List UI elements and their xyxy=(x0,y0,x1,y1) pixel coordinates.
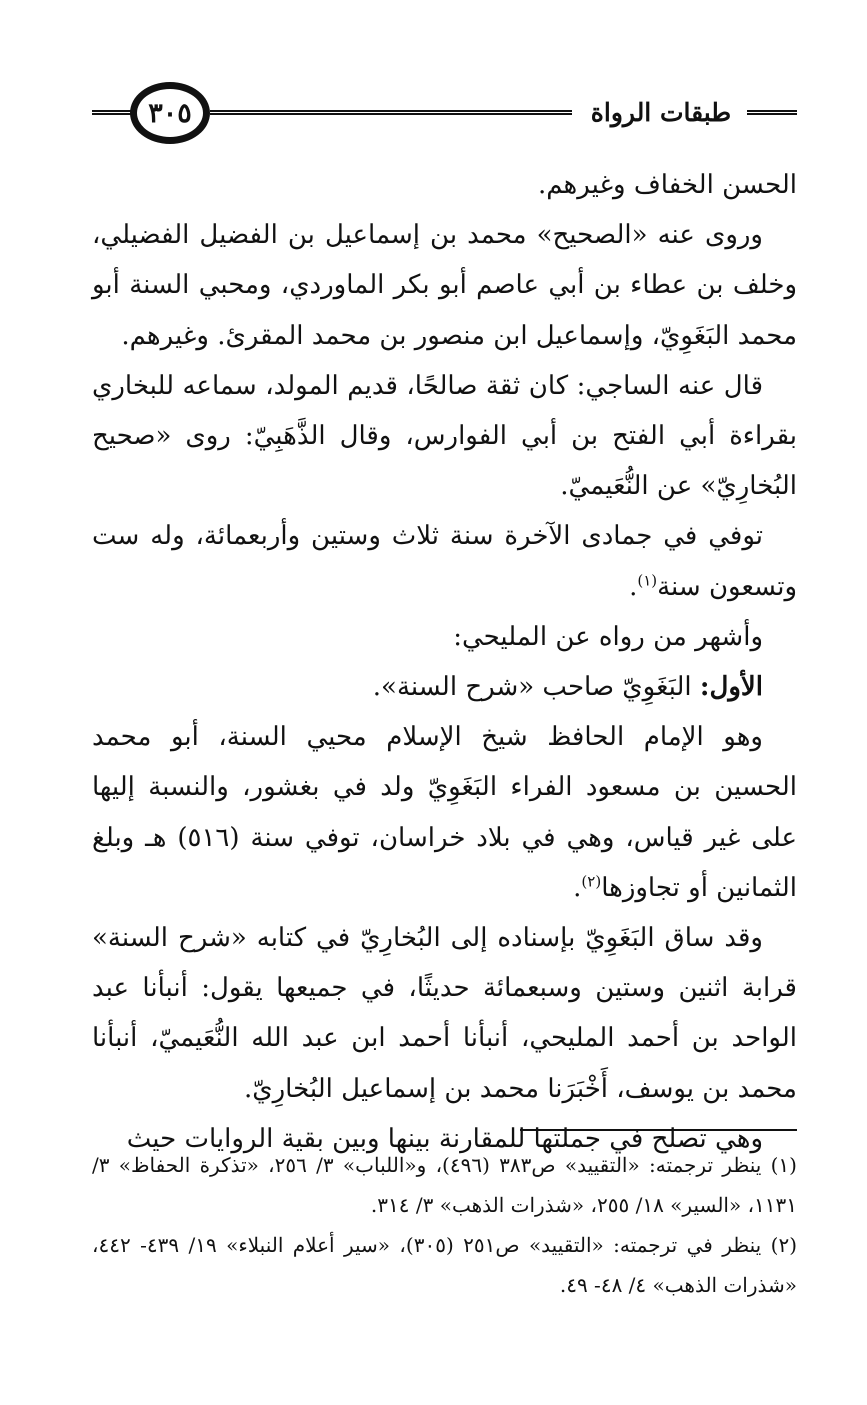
paragraph: وهي تصلح في جملتها للمقارنة بينها وبين بقية الروايات حيث xyxy=(126,1123,763,1154)
paragraph xyxy=(92,511,797,611)
footnote-reference[interactable]: (١) xyxy=(637,570,658,589)
header-rule-right xyxy=(747,110,797,115)
page-number-circle xyxy=(130,82,210,144)
section-heading: الأول: xyxy=(699,672,763,703)
footnote-separator xyxy=(520,1129,797,1131)
running-title: طبقات الرواة xyxy=(590,98,732,127)
paragraph xyxy=(92,662,797,712)
footnote: (٢) ينظر في ترجمته: «التقييد» ص٢٥١ (٣٠٥)، «سير أعلام النبلاء» ١٩/ ٤٣٩- ٤٤٢، «شذرات الذهب» ٤/ ٤٨- ٤٩. xyxy=(92,1233,797,1297)
paragraph-end: . xyxy=(573,872,582,903)
page-number: ٣٠٥ xyxy=(148,97,192,129)
main-text xyxy=(92,160,797,1164)
paragraph: وروى عنه «الصحيح» محمد بن إسماعيل بن الفضيل الفضيلي، وخلف بن عطاء بن أبي عاصم أبو بكر الماوردي، ومحبي السنة أبو محمد البَغَوِيّ، وإسماعيل ابن منصور بن محمد المقرئ. وغيرهم. xyxy=(92,220,797,351)
footnote: (١) ينظر ترجمته: «التقييد» ص٣٨٣ (٤٩٦)، و«اللباب» ٣/ ٢٥٦، «تذكرة الحفاظ» ٣/ ١١٣١، «السير» ١٨/ ٢٥٥، «شذرات الذهب» ٣/ ٣١٤. xyxy=(92,1153,797,1217)
page-header xyxy=(92,82,797,148)
footnotes xyxy=(92,1145,797,1305)
paragraph-text: توفي في جمادى الآخرة سنة ثلاث وستين وأربعمائة، وله ست وتسعون سنة xyxy=(92,521,797,602)
paragraph: الحسن الخفاف وغيرهم. xyxy=(537,170,797,200)
paragraph: وأشهر من رواه عن المليحي: xyxy=(453,621,763,652)
paragraph: وقد ساق البَغَوِيّ بإسناده إلى البُخارِيّ في كتابه «شرح السنة» قرابة اثنين وستين وسبعمائة حديثًا، في جميعها يقول: أنبأنا عبد الواحد بن أحمد المليحي، أنبأنا أحمد ابن عبد الله النُّعَيميّ، أنبأنا محمد بن يوسف، أَخْبَرَنا محمد بن إسماعيل البُخارِيّ. xyxy=(92,923,797,1104)
paragraph-text: البَغَوِيّ صاحب «شرح السنة». xyxy=(372,672,700,703)
paragraph-text: وهو الإمام الحافظ شيخ الإسلام محيي السنة، أبو محمد الحسين بن مسعود الفراء البَغَوِيّ ولد في بغشور، والنسبة إليها على غير قياس، وهي في بلاد خراسان، توفي سنة (٥١٦) هـ وبلغ الثمانين أو تجاوزها xyxy=(92,722,797,903)
header-rule-middle xyxy=(210,110,572,115)
header-rule-left xyxy=(92,110,134,115)
paragraph: قال عنه الساجي: كان ثقة صالحًا، قديم المولد، سماعه للبخاري بقراءة أبي الفتح بن أبي الفوارس، وقال الذَّهَبِيّ: روى «صحيح البُخارِيّ» عن النُّعَيميّ. xyxy=(92,370,797,502)
paragraph-end: . xyxy=(629,571,638,602)
footnote-reference[interactable]: (٢) xyxy=(581,872,602,891)
paragraph xyxy=(92,712,797,913)
